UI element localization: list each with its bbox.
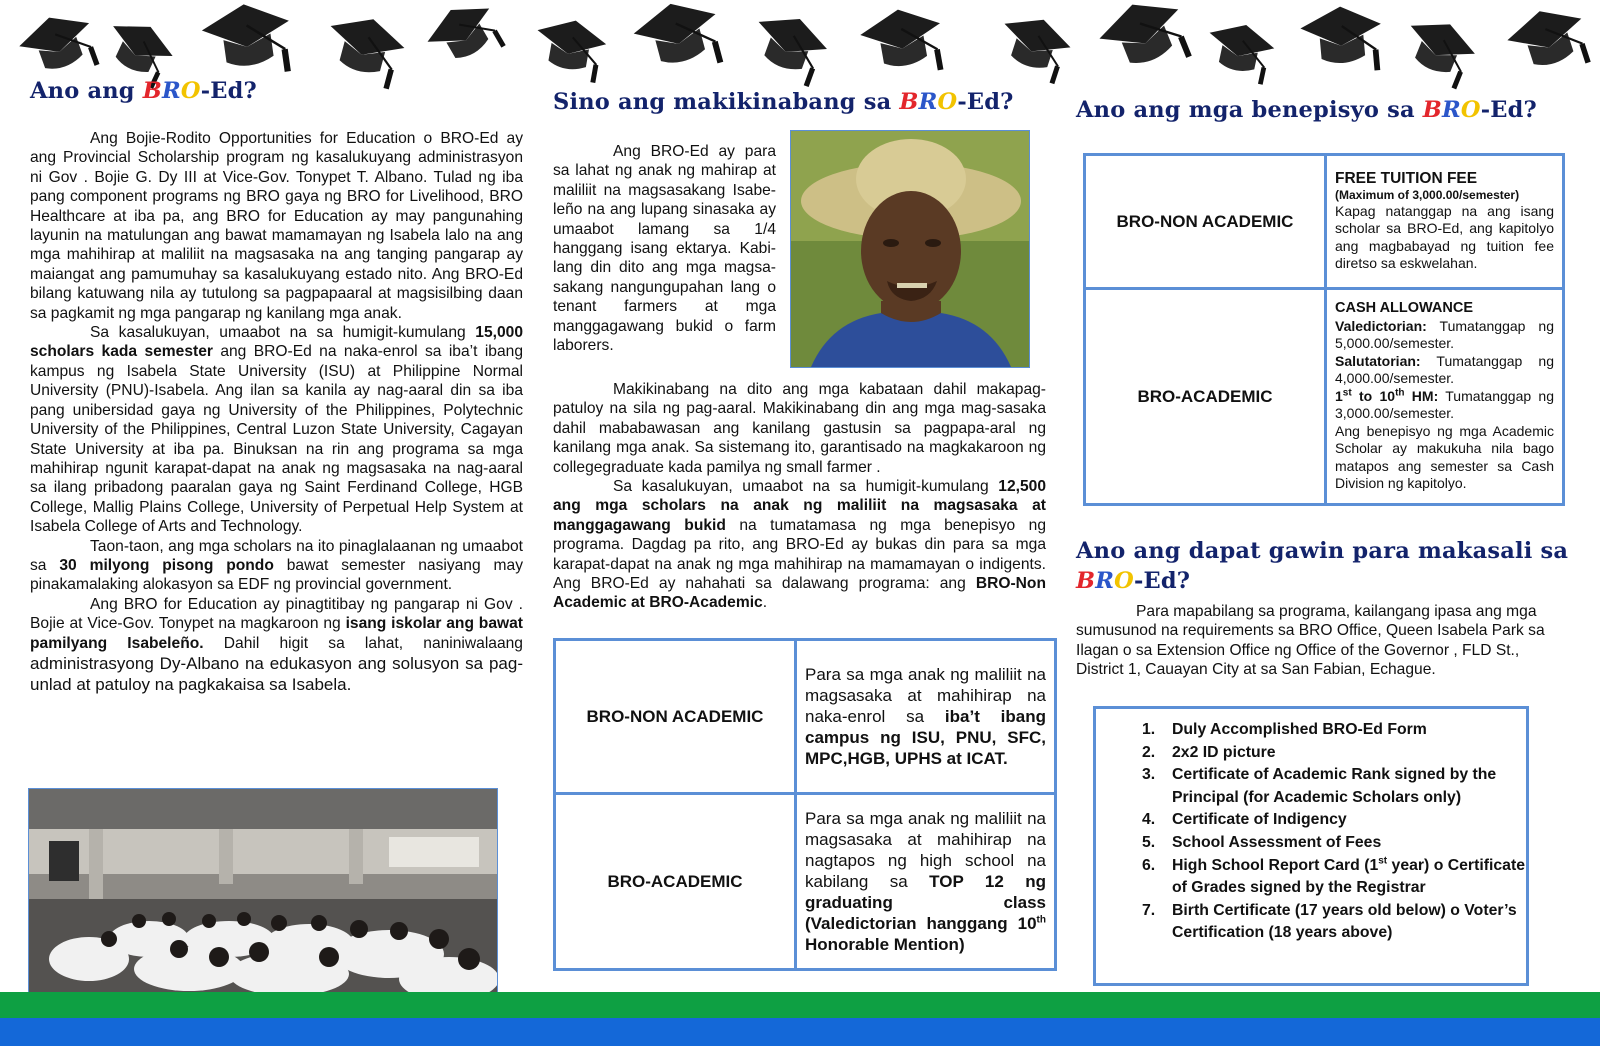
table-row [555,794,1056,970]
bro-brand-mark: BRO [1076,568,1134,594]
program-name-non-academic: BRO-NON ACADEMIC [555,640,796,794]
col2-paragraph-2: Makikinabang na dito ang mga kabataan dahil makapag-patuloy na sila ng pag-aaral. Makikinabang din ang mga mag-sasaka dahil mababawasan ang kanilang gastusin sa pagpapa-aral ng kanilang mga anak. Sa sistemang ito, garantisado na magkakaroon ng collegegraduate kada pamilya ng small farmer . [553,381,1046,476]
benefit-description-non-academic: FREE TUITION FEE (Maximum of 3,000.00/semester) Kapag natanggap na ang isang scholar sa BRO-Ed, ang kapitolyo ang magbabayad ng tuition fee diretso sa eskwelahan. [1326,155,1564,289]
col2-body [553,380,1046,613]
benefit-description-academic: CASH ALLOWANCE Valedictorian: Tumatanggap ng 5,000.00/semester. Salutatorian: Tumatanggap ng 4,000.00/semester. 1st to 10th HM: Tumatanggap ng 3,000.00/semester. Ang benepisyo ng mga Academic Scholar ay makukuha nila bago matapos ang semester sa Cash Division ng kapitolyo. [1326,289,1564,505]
program-description-academic: Para sa mga anak ng maliliit na magsasaka at mahihirap na nagtapos ng high school na kabilang sa TOP 12 ng graduating class (Valedictorian hanggang 10th Honorable Mention) [796,794,1056,970]
requirement-item: 5. School Assessment of Fees [1142,833,1382,851]
col3-intro [1076,602,1556,680]
requirements-list [1096,719,1526,945]
heading-sino-ang-makikinabang: Sino ang makikinabang sa BRO-Ed? [553,89,1014,115]
col1-paragraph-1: Ang Bojie-Rodito Opportunities for Education o BRO-Ed ay ang Provincial Scholarship program ng kasalukuyang administrasyon ni Gov . Bojie G. Dy III at Vice-Gov. Tonypet T. Albano. Tulad ng iba pang component programs ng BRO gaya ng BRO for Livelihood, BRO Healthcare at iba pa, ang BRO for Education ay may pangunahing layunin na matulungan ang bawat mamamayan ng Isabela lalo na ang mga mahihirap at maliliit na magsasaka na ang tanging pangarap ay maiangat ang pamumuhay sa kasalukuyang estado nito. Ang BRO-Ed bilang katuwang nila ay tutulong sa pagpapaaral at magsisilbing daan sa pagkamit ng mga pangarap ng kanilang mga anak. [30,130,523,322]
requirement-item: 4. Certificate of Indigency [1142,811,1347,829]
footer-band-blue [0,1018,1600,1046]
requirement-item: 6. High School Report Card (1st year) o Certificate of Grades signed by the Registrar [1142,855,1525,897]
table-row [1085,155,1564,289]
graduation-cap-icon [744,6,834,88]
col1-paragraph-3: Taon-taon, ang mga scholars na ito pinaglalaanan ng umaabot sa 30 milyong pisong pondo bawat semester nasiyang may pinakamalaking alokasyon sa EDF ng provincial government. [30,537,523,594]
graduation-cap-icon [992,9,1076,86]
benefit-program-non-academic: BRO-NON ACADEMIC [1085,155,1326,289]
graduation-cap-icon [14,5,104,87]
col1-body [30,129,523,696]
bro-brand-mark: BRO [142,78,201,104]
graduation-cap-icon [319,9,410,90]
program-name-academic: BRO-ACADEMIC [555,794,796,970]
requirement-item: 7. Birth Certificate (17 years old below) o Voter’s Certification (18 years above) [1142,901,1517,942]
heading-ano-ang-dapat-gawin: Ano ang dapat gawin para makasali sa BRO-Ed? [1076,538,1569,594]
graduation-cap-icon [857,3,948,83]
graduation-cap-icon [1201,18,1278,86]
col1-paragraph-4: Ang BRO for Education ay pinagtitibay ng pangarap ni Gov . Bojie at Vice-Gov. Tonypet na magkaroon ng isang iskolar ang bawat pamilyang Isabeleño. Dahil higit sa lahat, naniniwalaang administrasyong Dy-Albano na edukasyon ang solusyon sa pag-unlad at patuloy na pagkakaisa sa Isabela. [30,595,523,695]
heading-mga-benepisyo: Ano ang mga benepisyo sa BRO-Ed? [1076,97,1537,123]
graduation-cap-icon [420,0,510,78]
heading-ano-ang-bro-ed: Ano ang BRO-Ed? [30,78,257,104]
requirement-item: 3. Certificate of Academic Rank signed by the Principal (for Academic Scholars only) [1142,766,1497,806]
graduation-cap-icon [530,14,609,83]
table-row [1085,289,1564,505]
graduation-cap-icon [1299,3,1385,76]
program-description-non-academic: Para sa mga anak ng maliliit na magsasaka at mahihirap na naka-enrol sa iba’t ibang campus ng ISU, PNU, SFC, MPC,HGB, UPHS at ICAT. [796,640,1056,794]
benefits-table [1083,153,1565,506]
requirements-intro: Para mapabilang sa programa, kailangang ipasa ang mga sumusunod na requirements sa BRO Office, Queen Isabela Park sa Ilagan o sa Extension Office ng Office of the Governor , FLD St., District 1, Cauayan City at sa San Fabian, Echague. [1076,603,1545,679]
col2-paragraph-3: Sa kasalukuyan, umaabot na sa humigit-kumulang 12,500 ang mga scholars na anak ng maliliit na magsasaka at manggagawang bukid na tumatamasa ng mga benepisyo ng programa. Dagdag pa rito, ang BRO-Ed ay bukas din para sa mga karapat-dapat na anak ng mga mahihirap na mamamayan o indigents. Ang BRO-Ed ay nahahati sa dalawang programa: ang BRO-Non Academic at BRO-Academic. [553,478,1046,612]
farmer-portrait-photo [790,130,1030,368]
graduation-cap-icon [1395,11,1482,90]
requirements-box [1093,706,1529,986]
graduation-cap-icon [199,0,296,82]
col1-paragraph-2: Sa kasalukuyan, umaabot na sa humigit-kumulang 15,000 scholars kada semester ang BRO-Ed na naka-enrol sa iba’t ibang kampus ng Isabela State University (ISU) at Philippine Normal University (PNU)-Isabela. Ang ilan sa kanila ay nag-aaral din sa iba pang unibersidad gaya ng University of the Philippines, Polytechnic University of the Philippines, Central Luzon State University, Cagayan State University at iba pa. Binuksan na rin ang programa sa mga mahihirap ngunit karapat-dapat na anak ng magsasaka na nag-aaral sa ilang pribadong paaralan gaya ng Saint Ferdinand College, HGB College, Mallig Plains College, University of Perpetual Help System at Isabela College of Arts and Technology. [30,324,523,536]
col2-intro [553,142,776,355]
program-types-table [553,638,1057,971]
bro-brand-mark: BRO [899,89,958,115]
benefit-program-academic: BRO-ACADEMIC [1085,289,1326,505]
requirement-item: 2. 2x2 ID picture [1142,743,1276,761]
graduation-cap-icon [1502,0,1595,84]
bro-brand-mark: BRO [1422,97,1481,123]
graduation-cap-icon [1092,0,1196,85]
students-classroom-photo [28,788,498,994]
table-row [555,640,1056,794]
requirement-item: 1. Duly Accomplished BRO-Ed Form [1142,721,1427,738]
graduation-cap-icon [629,0,728,82]
graduation-caps-banner [0,0,1600,90]
footer-band-green [0,992,1600,1018]
col2-paragraph-1: Ang BRO-Ed ay para sa lahat ng anak ng mahirap at maliliit na magsasakang Isabe-leño na ang lupang sinasaka ay umaabot lamang sa 1/4 hanggang isang ektarya. Kabi-lang din dito ang mga magsa-sakang nangungupahan lang o tenant farmers at mga manggagawang bukid o farm laborers. [553,143,776,355]
